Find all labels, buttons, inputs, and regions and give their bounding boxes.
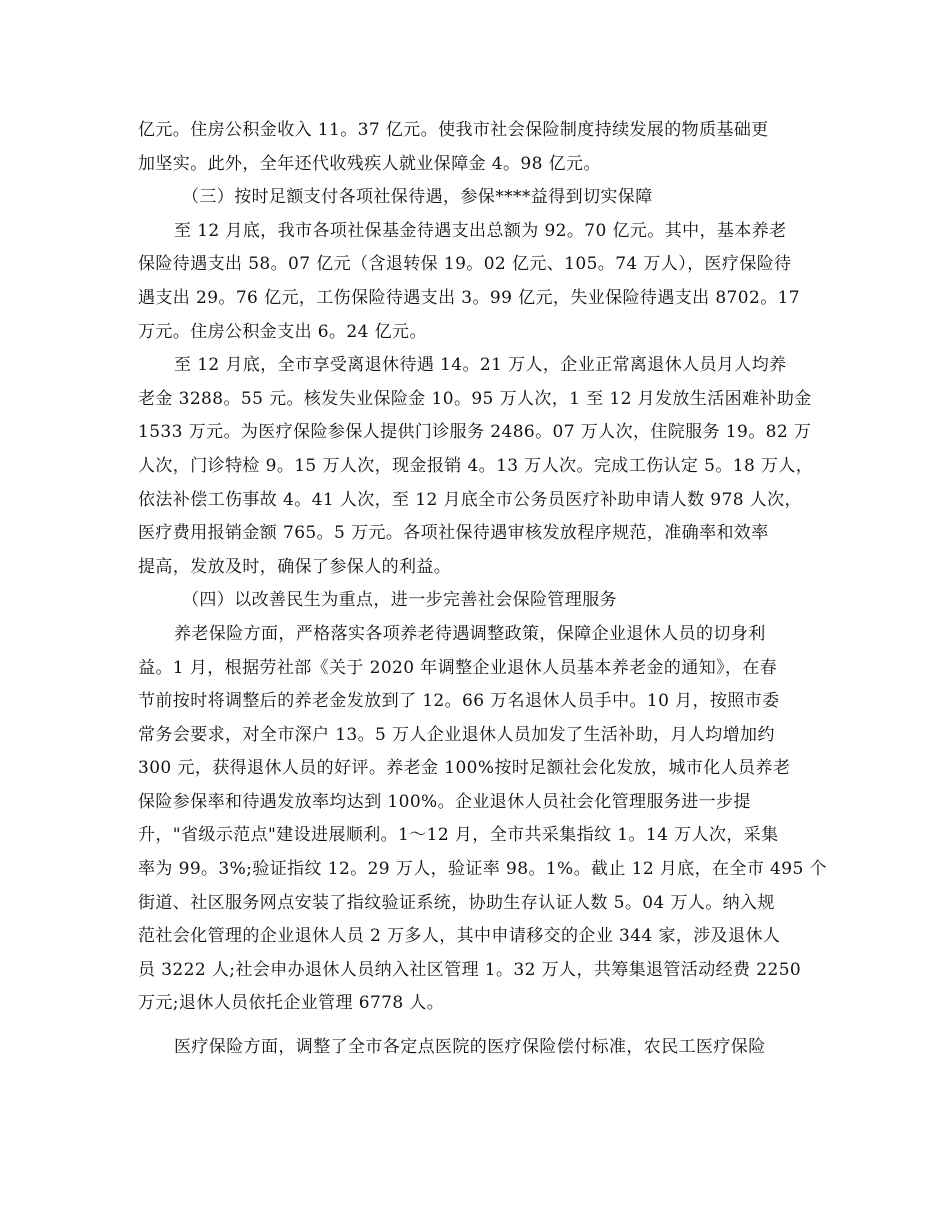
text-line: 至 12 月底，我市各项社保基金待遇支出总额为 92。70 亿元。其中，基本养老 — [174, 220, 787, 241]
text-line: 医疗保险方面，调整了全市各定点医院的医疗保险偿付标准，农民工医疗保险 — [174, 1037, 766, 1058]
text-line: 老金 3288。55 元。核发失业保险金 10。95 万人次，1 至 12 月发放生活困难补助金 — [138, 388, 812, 409]
text-line: 300 元，获得退休人员的好评。养老金 100%按时足额社会化发放，城市化人员养老 — [138, 758, 791, 779]
text-line: 养老保险方面，严格落实各项养老待遇调整政策，保障企业退休人员的切身利 — [174, 623, 766, 644]
text-line: 率为 99。3%;验证指纹 12。29 万人，验证率 98。1%。截止 12 月底，在全市 495 个 — [138, 859, 827, 880]
text-line: 加坚实。此外，全年还代收残疾人就业保障金 4。98 亿元。 — [138, 153, 601, 174]
text-line: 范社会化管理的企业退休人员 2 万多人，其中申请移交的企业 344 家，涉及退休人 — [138, 926, 781, 947]
text-line: 升，"省级示范点"建设进展顺利。1～12 月，全市共采集指纹 1。14 万人次，采集 — [138, 825, 779, 846]
text-line: 至 12 月底，全市享受离退休待遇 14。21 万人，企业正常离退休人员月人均养 — [174, 355, 787, 376]
text-line: 万元;退休人员依托企业管理 6778 人。 — [138, 993, 445, 1014]
text-line: 遇支出 29。76 亿元，工伤保险待遇支出 3。99 亿元，失业保险待遇支出 8702。17 — [138, 287, 801, 308]
section-heading: （三）按时足额支付各项社保待遇，参保****益得到切实保障 — [182, 187, 653, 208]
text-line: 医疗费用报销金额 765。5 万元。各项社保待遇审核发放程序规范，准确率和效率 — [138, 523, 769, 544]
text-line: 亿元。住房公积金收入 11。37 亿元。使我市社会保险制度持续发展的物质基础更 — [138, 120, 769, 140]
text-line: 节前按时将调整后的养老金发放到了 12。66 万名退休人员手中。10 月，按照市委 — [138, 691, 780, 712]
text-line: 万元。住房公积金支出 6。24 亿元。 — [138, 321, 427, 342]
text-line: 提高，发放及时，确保了参保人的利益。 — [138, 556, 452, 577]
document-body — [138, 114, 838, 1065]
text-line: 1533 万元。为医疗保险参保人提供门诊服务 2486。07 万人次，住院服务 19。82 万 — [138, 422, 812, 443]
text-line: 保险待遇支出 58。07 亿元（含退转保 19。02 亿元、105。74 万人），医疗保险待 — [138, 254, 792, 275]
text-line: 街道、社区服务网点安装了指纹验证系统，协助生存认证人数 5。04 万人。纳入规 — [138, 892, 775, 913]
text-line: 保险参保率和待遇发放率均达到 100%。企业退休人员社会化管理服务进一步提 — [138, 791, 751, 812]
text-line: 常务会要求，对全市深户 13。5 万人企业退休人员加发了生活补助，月人均增加约 — [138, 724, 775, 745]
text-line: 依法补偿工伤事故 4。41 人次，至 12 月底全市公务员医疗补助申请人数 978 人次， — [138, 489, 802, 510]
section-heading: （四）以改善民生为重点，进一步完善社会保险管理服务 — [182, 590, 617, 611]
text-line: 人次，门诊特检 9。15 万人次，现金报销 4。13 万人次。完成工伤认定 5。18 万人， — [138, 455, 814, 476]
text-line: 益。1 月，根据劳社部《关于 2020 年调整企业退休人员基本养老金的通知》，在春 — [138, 657, 778, 678]
text-line: 员 3222 人;社会申办退休人员纳入社区管理 1。32 万人，共筹集退管活动经费 2250 — [138, 959, 802, 980]
